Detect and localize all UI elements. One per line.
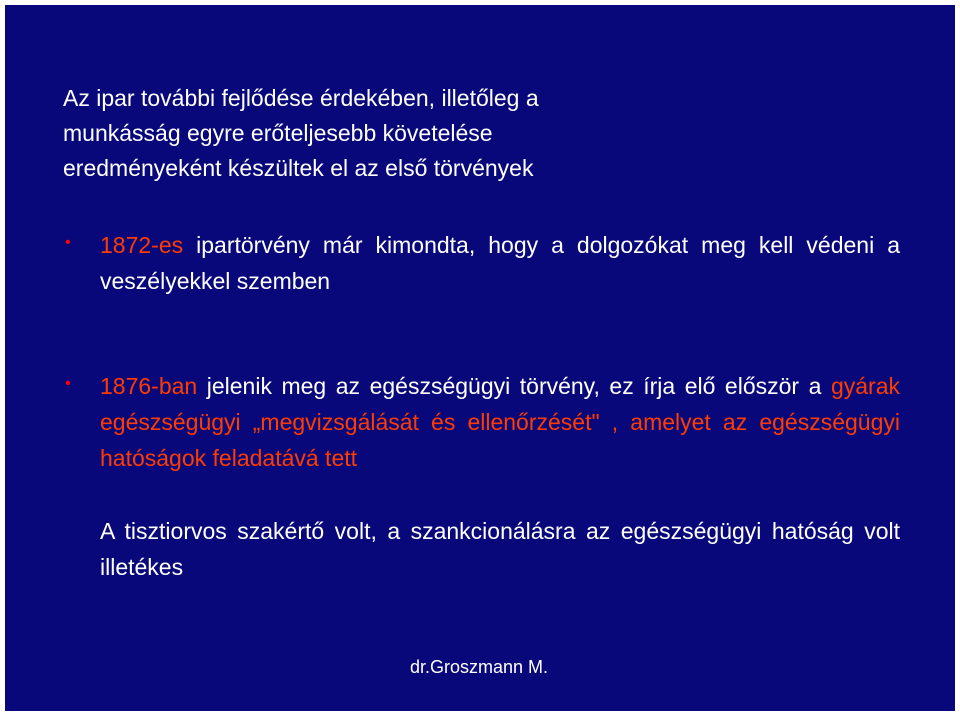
year-highlight: 1872-es (100, 232, 184, 258)
footer-author: dr.Groszmann M. (410, 657, 549, 677)
bullet-text: ipartörvény már kimondta, hogy a dolgozókat meg kell védeni a veszélyekkel szemben (100, 232, 900, 294)
bullet-item-1876 (100, 368, 900, 476)
slide-heading (63, 81, 923, 186)
heading-line-3: eredményeként készültek el az első törvények (63, 155, 534, 181)
bullet-marker: • (65, 375, 71, 392)
quote-highlight: gyárak egészségügyi „megvizsgálását és ellenőrzését" (100, 373, 900, 435)
slide (5, 5, 955, 711)
bullet-text: jelenik meg az egészségügyi törvény, ez írja elő először a (197, 373, 831, 399)
bullet-item-1872 (100, 227, 900, 299)
bullet-marker: • (65, 234, 71, 251)
bullet-text-red: , amelyet az egészségügyi hatóságok feladatává tett (100, 409, 900, 471)
year-highlight: 1876-ban (100, 373, 198, 399)
heading-line-2: munkásság egyre erőteljesebb követelése (63, 120, 493, 146)
paragraph-tisztiorvos: A tisztiorvos szakértő volt, a szankcionálásra az egészségügyi hatóság volt illetékes (100, 518, 900, 580)
heading-line-1: Az ipar további fejlődése érdekében, illetőleg a (63, 85, 539, 111)
